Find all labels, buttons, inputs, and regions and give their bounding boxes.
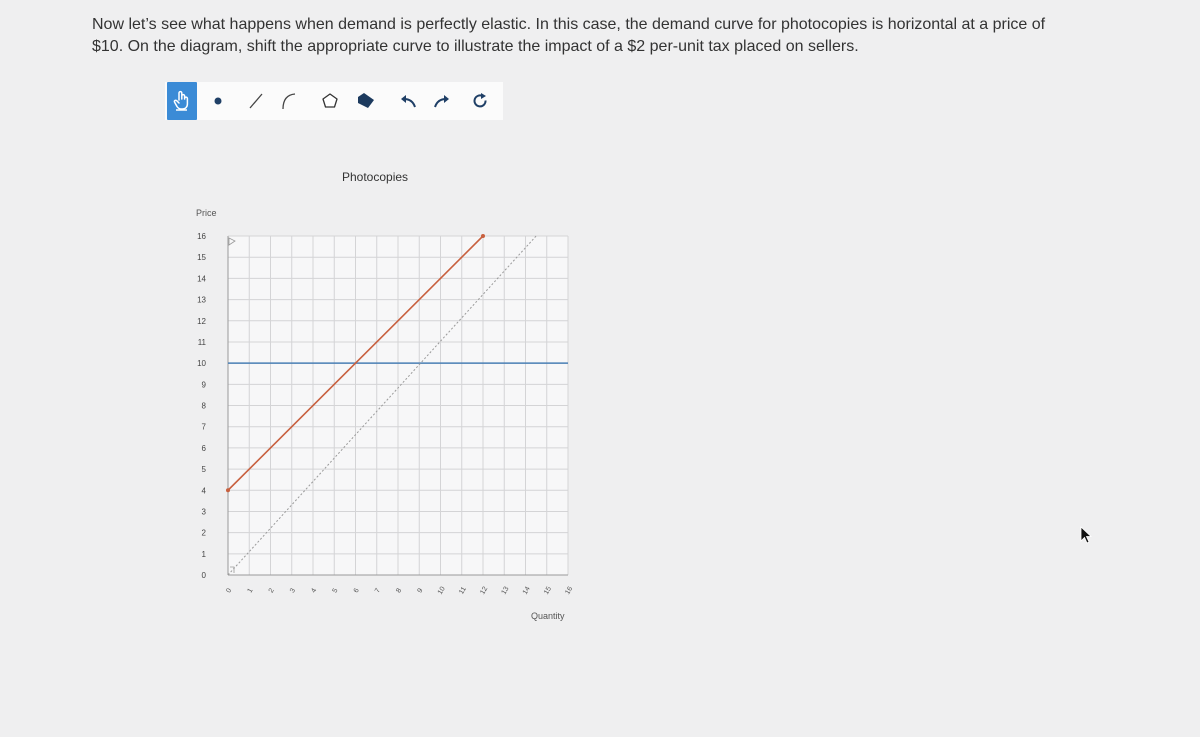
y-tick-label: 5 bbox=[201, 465, 206, 475]
y-tick-label: 14 bbox=[197, 274, 206, 284]
x-tick-label: 3 bbox=[289, 587, 298, 595]
x-tick-label: 10 bbox=[436, 585, 447, 596]
x-tick-label: 8 bbox=[395, 587, 404, 595]
y-tick-label: 10 bbox=[197, 359, 206, 369]
y-tick-label: 4 bbox=[201, 486, 206, 496]
dot-icon bbox=[211, 94, 225, 108]
y-tick-label: 11 bbox=[197, 337, 206, 347]
drawing-toolbar bbox=[165, 82, 503, 120]
tag-icon bbox=[355, 91, 377, 111]
pentagon-icon bbox=[320, 91, 340, 111]
refresh-icon bbox=[470, 91, 490, 111]
y-tick-label: 3 bbox=[201, 507, 206, 517]
supply-original-curve[interactable] bbox=[228, 236, 536, 575]
x-tick-label: 1 bbox=[246, 587, 255, 595]
undo-button[interactable] bbox=[393, 82, 423, 120]
reset-button[interactable] bbox=[465, 82, 495, 120]
x-tick-label: 4 bbox=[310, 587, 319, 595]
hand-drag-tool[interactable] bbox=[167, 82, 197, 120]
line-tool[interactable] bbox=[241, 82, 271, 120]
y-tick-label: 9 bbox=[201, 380, 206, 390]
mouse-pointer-icon bbox=[1079, 526, 1093, 544]
line-icon bbox=[246, 91, 266, 111]
y-tick-label: 1 bbox=[201, 549, 206, 559]
y-axis-handle-icon bbox=[229, 238, 235, 245]
x-tick-label: 9 bbox=[416, 587, 425, 595]
x-tick-label: 14 bbox=[521, 585, 532, 596]
prompt-line-1: Now let’s see what happens when demand is perfectly elastic. In this case, the demand curve for photocopies is horizontal at a price of bbox=[92, 16, 1046, 33]
x-tick-label: 6 bbox=[352, 587, 361, 595]
polygon-tool[interactable] bbox=[315, 82, 345, 120]
y-tick-label: 7 bbox=[201, 422, 206, 432]
x-tick-label: 0 bbox=[225, 587, 234, 595]
x-tick-label: 11 bbox=[458, 585, 468, 596]
redo-button[interactable] bbox=[427, 82, 457, 120]
y-axis-title: Price bbox=[196, 208, 217, 218]
x-tick-label: 5 bbox=[331, 587, 340, 595]
curve-drag-handle[interactable] bbox=[226, 488, 230, 492]
y-tick-label: 8 bbox=[201, 401, 206, 411]
x-tick-label: 16 bbox=[564, 585, 575, 596]
fill-tool[interactable] bbox=[351, 82, 381, 120]
origin-handle-icon bbox=[230, 567, 234, 573]
prompt-line-2: $10. On the diagram, shift the appropriate curve to illustrate the impact of a $2 per-unit tax placed on sellers. bbox=[92, 38, 859, 55]
x-tick-label: 7 bbox=[374, 587, 383, 595]
curve-icon bbox=[278, 91, 298, 111]
x-tick-label: 2 bbox=[267, 587, 276, 595]
y-tick-label: 12 bbox=[197, 316, 206, 326]
redo-arrow-icon bbox=[432, 91, 452, 111]
curve-drag-handle[interactable] bbox=[481, 234, 485, 238]
supply-shifted-curve[interactable] bbox=[228, 236, 483, 490]
x-tick-label: 12 bbox=[479, 585, 490, 596]
point-tool[interactable] bbox=[203, 82, 233, 120]
y-tick-label: 6 bbox=[201, 443, 206, 453]
x-axis-title: Quantity bbox=[531, 611, 565, 621]
hand-icon bbox=[173, 90, 191, 112]
x-tick-label: 13 bbox=[500, 585, 511, 596]
y-tick-label: 0 bbox=[201, 571, 206, 580]
question-prompt bbox=[92, 14, 1102, 58]
plot-area[interactable] bbox=[228, 236, 568, 575]
graph-title: Photocopies bbox=[342, 170, 409, 184]
y-tick-label: 15 bbox=[197, 253, 206, 263]
undo-arrow-icon bbox=[398, 91, 418, 111]
x-tick-label: 15 bbox=[543, 585, 554, 596]
y-tick-label: 2 bbox=[201, 528, 206, 538]
curve-tool[interactable] bbox=[273, 82, 303, 120]
y-tick-label: 13 bbox=[197, 295, 206, 305]
y-tick-label: 16 bbox=[197, 232, 206, 241]
